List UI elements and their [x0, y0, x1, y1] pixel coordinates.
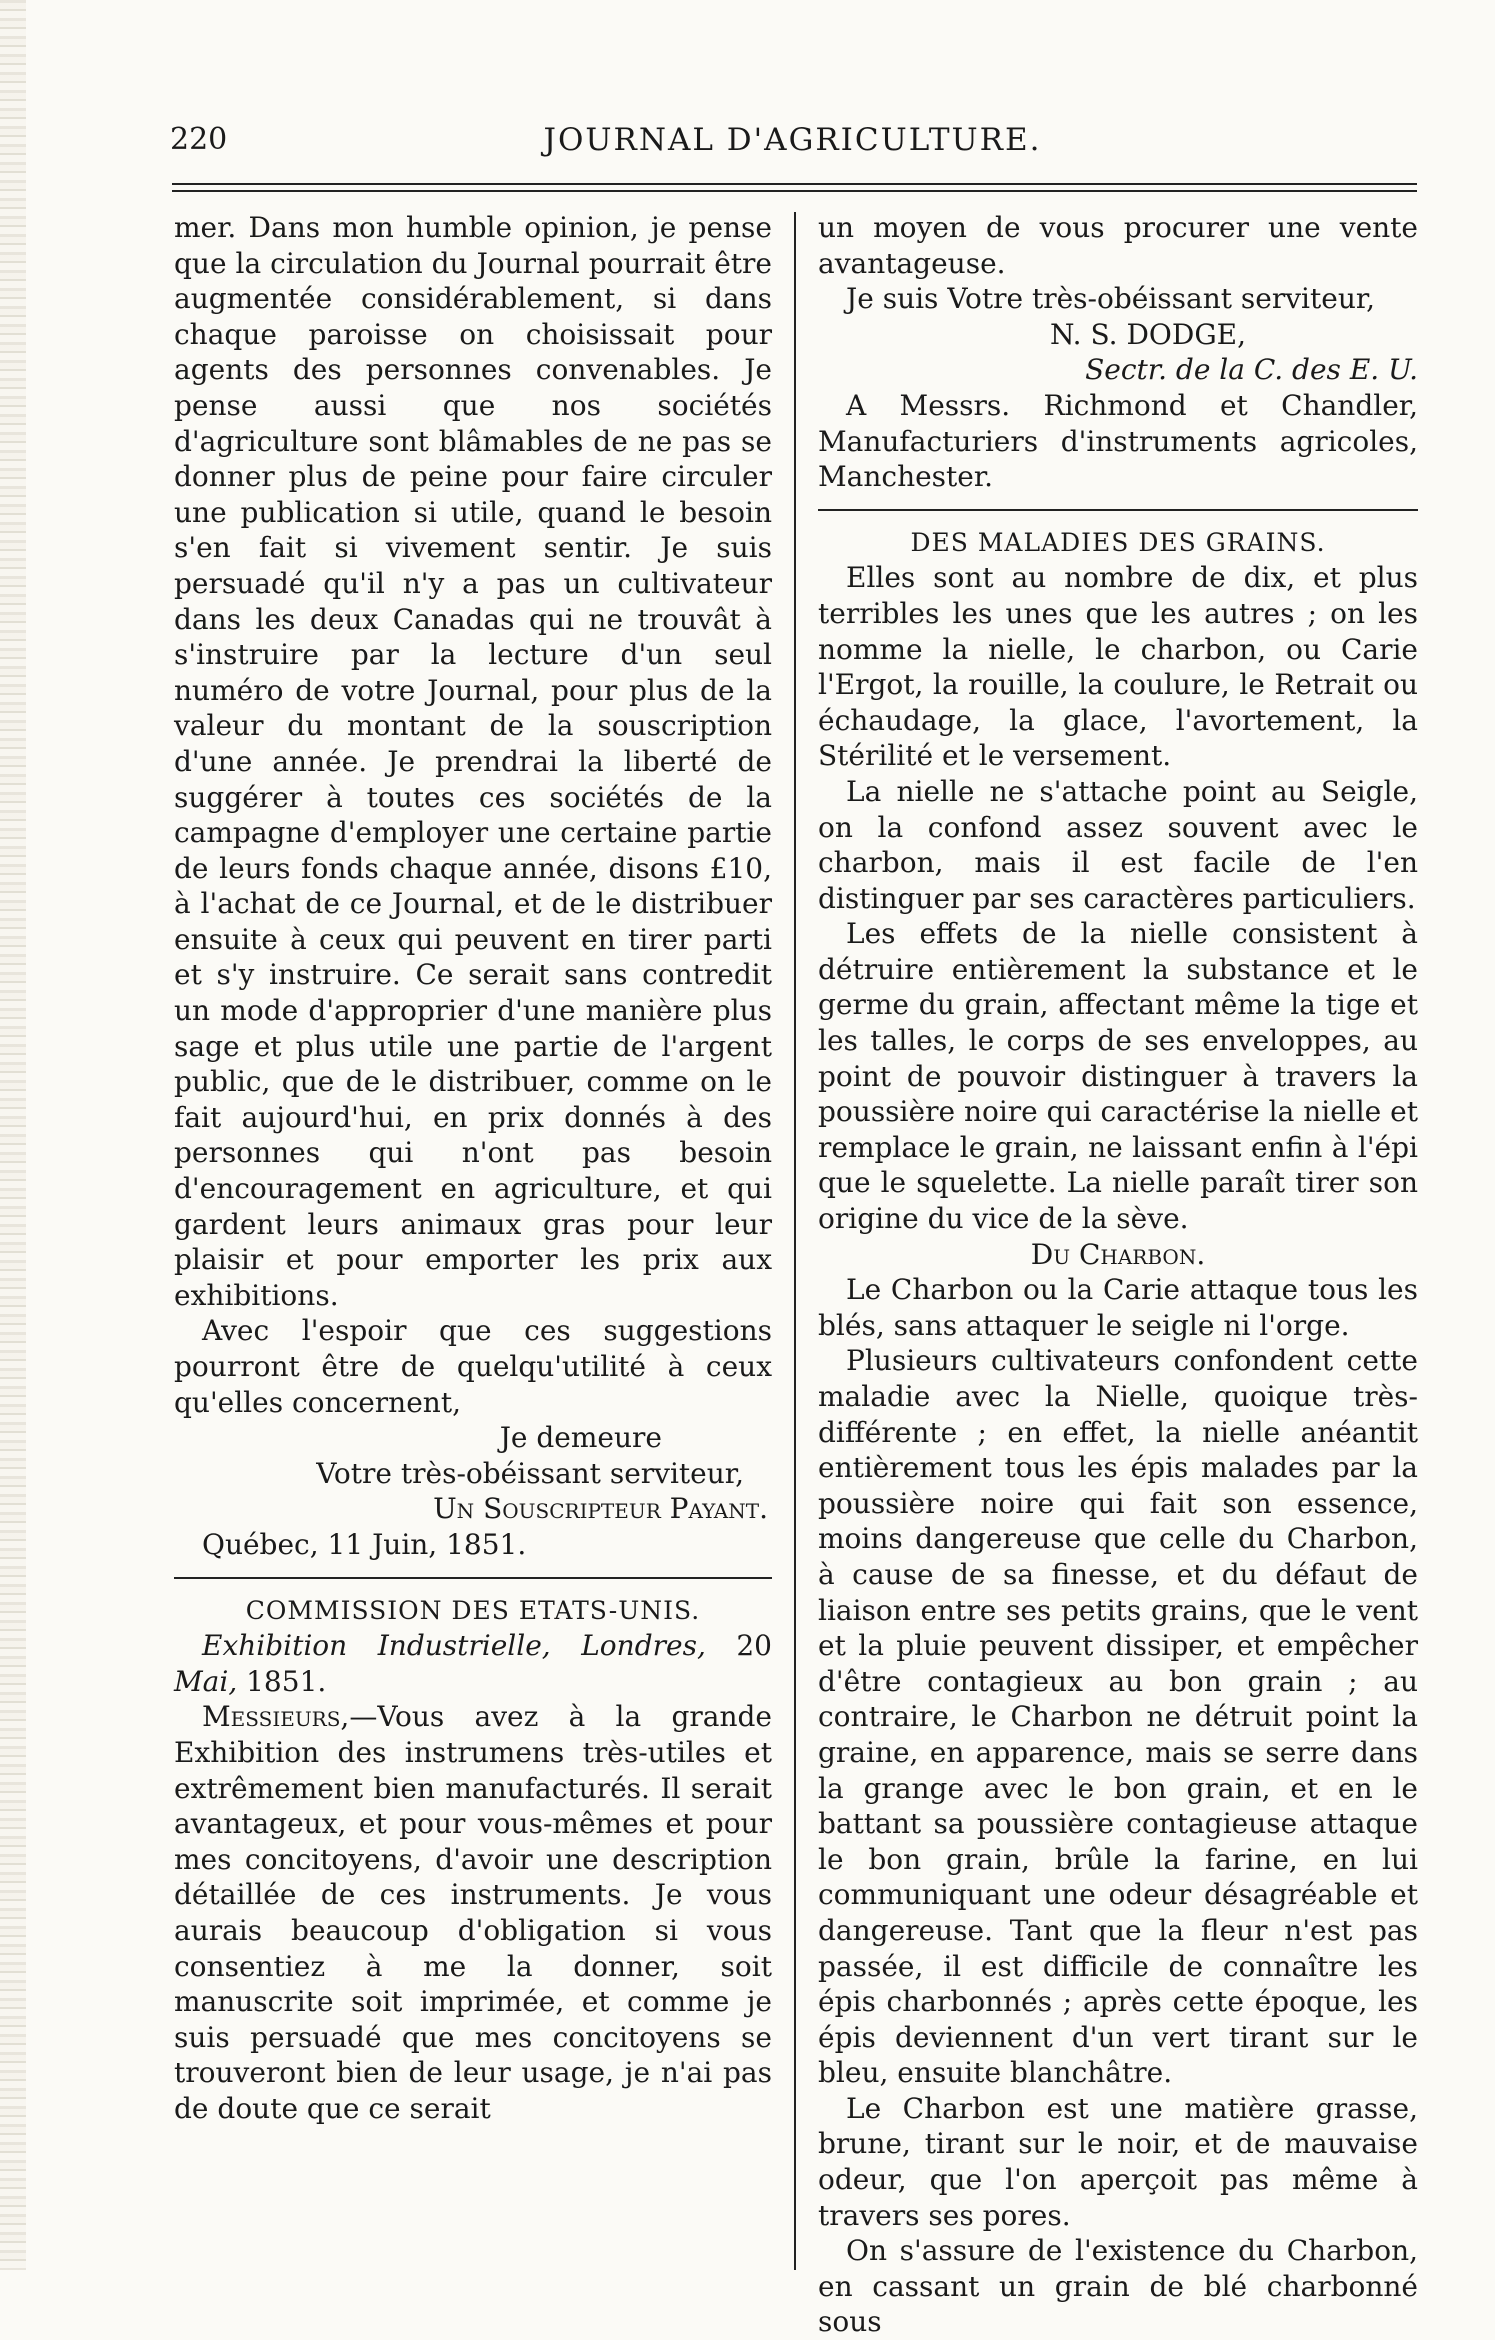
article-paragraph: Le Charbon ou la Carie attaque tous les blés, sans attaquer le seigle ni l'orge. [818, 1273, 1418, 1342]
left-column [174, 210, 772, 2126]
right-column [818, 210, 1418, 2340]
letter-signature: Un Souscripteur Payant. [433, 1492, 768, 1526]
article-paragraph: On s'assure de l'existence du Charbon, en cassant un grain de blé charbonné sous [818, 2234, 1418, 2339]
section-rule [174, 1577, 772, 1579]
running-title: JOURNAL D'AGRICULTURE. [543, 122, 1042, 158]
article-paragraph: Le Charbon est une matière grasse, brune, tirant sur le noir, et de mauvaise odeur, que l'on aperçoit pas même à travers ses pores. [818, 2091, 1418, 2232]
section-heading: COMMISSION DES ETATS-UNIS. [245, 1595, 701, 1625]
article-subheading: Du Charbon. [1030, 1237, 1206, 1271]
article-paragraph: Elles sont au nombre de dix, et plus terribles les unes que les autres ; on les nomme la nielle, le charbon, ou Carie l'Ergot, la rouille, la coulure, le Retrait ou échaudage, la glace, l'avortement, la Stérilité et le versement. [818, 561, 1418, 773]
signer-title: Sectr. de la C. des E. U. [1085, 353, 1418, 387]
article-paragraph: La nielle ne s'attache point au Seigle, on la confond assez souvent avec le charbon, mais il est facile de l'en distinguer par ses caractères particuliers. [818, 774, 1418, 915]
letter-dateline: Québec, 11 Juin, 1851. [202, 1527, 527, 1561]
article-paragraph: Plusieurs cultivateurs confondent cette maladie avec la Nielle, quoique très-différente ; en effet, la nielle anéantit entièrement tous les épis malades par la poussière noire qui fait son essence, moins dangereuse que celle du Charbon, à cause de sa finesse, et du défaut de liaison entre ses petits grains, que le vent et la pluie peuvent dissiper, et empêcher d'être contagieux au bon grain ; au contraire, le Charbon ne détruit point la graine, en apparence, mais se serre dans la grange avec le bon grain, et en le battant sa poussière contagieuse attaque le bon grain, brûle la farine, en lui communiquant une odeur désagréable et dangereuse. Tant que la fleur n'est pas passée, il est difficile de connaître les épis charbonnés ; après cette époque, les épis deviennent d'un vert tirant sur le bleu, ensuite blanchâtre. [818, 1344, 1418, 2090]
letter-continuation: un moyen de vous procurer une vente avantageuse. [818, 211, 1418, 280]
section-heading: DES MALADIES DES GRAINS. [910, 527, 1326, 557]
header-rule [172, 183, 1417, 185]
scan-edge [0, 0, 26, 2270]
closing-line-2: Votre très-obéissant serviteur, [316, 1456, 744, 1490]
letter-subheading: Exhibition Industrielle, Londres, 20 Mai, 1851. [174, 1629, 772, 1698]
letter-body: mer. Dans mon humble opinion, je pense que la circulation du Journal pourrait être augmentée considérablement, si dans chaque paroisse on choisissait pour agents des personnes convenables. Je pense aussi que nos sociétés d'agriculture sont blâmables de ne pas se donner plus de peine pour faire circuler une publication si utile, quand le besoin s'en fait si vivement sentir. Je suis persuadé qu'il n'y a pas un cultivateur dans les deux Canadas qui ne trouvât à s'instruire par la lecture d'un seul numéro de votre Journal, pour plus de la valeur du montant de la souscription d'une année. Je prendrai la liberté de suggérer à toutes ces sociétés de la campagne d'employer une certaine partie de leurs fonds chaque année, disons £10, à l'achat de ce Journal, et de le distribuer ensuite à ceux qui peuvent en tirer parti et s'y instruire. Ce serait sans contredit un mode d'approprier d'une manière plus sage et plus utile une partie de l'argent public, que de le distribuer, comme on le fait aujourd'hui, en prix donnés à des personnes qui n'ont pas besoin d'encouragement en agriculture, et qui gardent leurs animaux gras pour leur plaisir et pour emporter les prix aux exhibitions. [174, 211, 772, 1312]
closing-line: Je suis Votre très-obéissant serviteur, [846, 282, 1376, 316]
section-rule [818, 509, 1418, 511]
header-rule-2 [172, 190, 1417, 192]
page-number: 220 [170, 122, 228, 157]
closing-line: Je demeure [499, 1421, 662, 1455]
commission-letter: Messieurs,—Vous avez à la grande Exhibition des instrumens très-utiles et extrêmement bien manufacturés. Il serait avantageux, et pour vous-mêmes et pour mes concitoyens, d'avoir une description détaillée de ces instruments. Je vous aurais beaucoup d'obligation si vous consentiez à me la donner, soit manuscrite soit imprimée, et comme je suis persuadé que mes concitoyens se trouveront bien de leur usage, je n'ai pas de doute que ce serait [174, 1700, 772, 2125]
letter-closing-paragraph: Avec l'espoir que ces suggestions pourront être de quelqu'utilité à ceux qu'elles concernent, [174, 1314, 772, 1419]
column-divider [794, 212, 796, 2270]
page-header [170, 122, 1415, 166]
letter-address: A Messrs. Richmond et Chandler, Manufacturiers d'instruments agricoles, Manchester. [818, 388, 1418, 494]
article-paragraph: Les effets de la nielle consistent à détruire entièrement la substance et le germe du grain, affectant même la tige et les talles, le corps de ses enveloppes, au point de pouvoir distinguer à travers la poussière noire qui caractérise la nielle et remplace le grain, ne laissant enfin à l'épi que le squelette. La nielle paraît tirer son origine du vice de la sève. [818, 917, 1418, 1236]
signer-name: N. S. DODGE, [1049, 317, 1247, 351]
